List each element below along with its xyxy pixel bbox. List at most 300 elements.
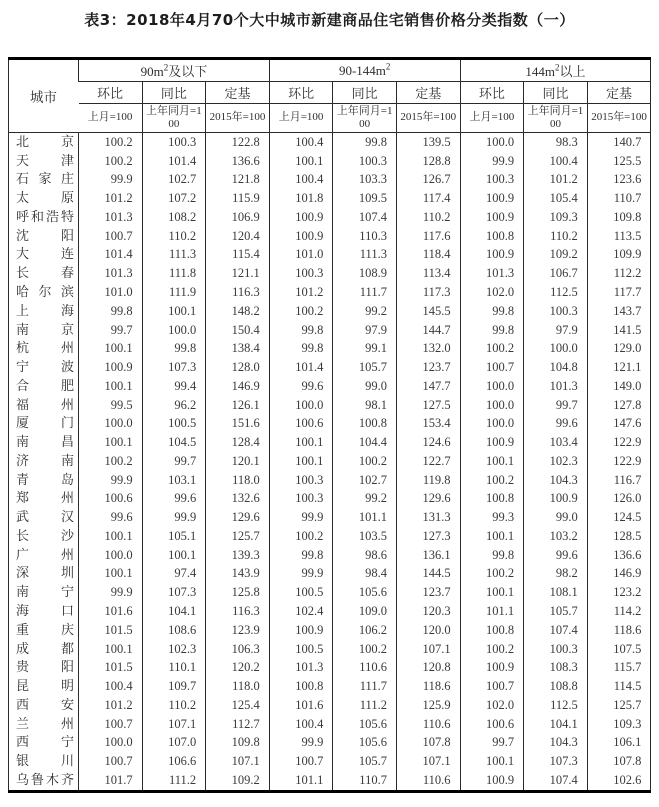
value-cell: 100.0 xyxy=(79,414,143,433)
value-cell: 132.6 xyxy=(206,490,270,509)
table-row xyxy=(9,452,651,471)
value-cell: 101.3 xyxy=(79,208,143,227)
city-name: 沈阳 xyxy=(16,228,74,244)
value-cell: 101.3 xyxy=(524,377,588,396)
value-cell: 99.8 xyxy=(460,302,524,321)
city-cell xyxy=(9,358,79,377)
index-type-header: 环比 xyxy=(79,82,143,104)
city-name: 上海 xyxy=(16,303,74,319)
value-cell: 147.7 xyxy=(396,377,460,396)
table-row xyxy=(9,358,651,377)
value-cell: 128.4 xyxy=(206,433,270,452)
city-name: 广州 xyxy=(16,547,74,563)
value-cell: 99.8 xyxy=(269,546,333,565)
city-name: 银川 xyxy=(16,754,74,770)
value-cell: 100.7 xyxy=(79,227,143,246)
value-cell: 100.0 xyxy=(269,396,333,415)
value-cell: 100.9 xyxy=(460,658,524,677)
value-cell: 100.1 xyxy=(79,433,143,452)
value-cell: 100.2 xyxy=(79,152,143,171)
value-cell: 105.6 xyxy=(333,734,397,753)
value-cell: 148.2 xyxy=(206,302,270,321)
value-cell: 119.8 xyxy=(396,471,460,490)
value-cell: 101.6 xyxy=(269,696,333,715)
value-cell: 123.7 xyxy=(396,358,460,377)
city-cell xyxy=(9,283,79,302)
city-name: 南宁 xyxy=(16,585,74,601)
value-cell: 125.8 xyxy=(206,583,270,602)
table-row xyxy=(9,771,651,791)
value-cell: 123.9 xyxy=(206,621,270,640)
value-cell: 118.6 xyxy=(587,621,651,640)
value-cell: 120.2 xyxy=(206,658,270,677)
value-cell: 101.5 xyxy=(79,621,143,640)
city-cell xyxy=(9,715,79,734)
value-cell: 151.6 xyxy=(206,414,270,433)
table-row xyxy=(9,583,651,602)
value-cell: 100.3 xyxy=(524,640,588,659)
value-cell: 100.2 xyxy=(460,339,524,358)
value-cell: 143.7 xyxy=(587,302,651,321)
base-period-header: 上月=100 xyxy=(269,104,333,133)
value-cell: 101.3 xyxy=(460,264,524,283)
value-cell: 100.0 xyxy=(460,396,524,415)
value-cell: 123.2 xyxy=(587,583,651,602)
value-cell: 100.0 xyxy=(79,546,143,565)
value-cell: 98.3 xyxy=(524,133,588,152)
value-cell: 100.4 xyxy=(269,171,333,190)
value-cell: 102.4 xyxy=(269,602,333,621)
value-cell: 100.0 xyxy=(524,339,588,358)
size-group-header: $90m^2$及以下 xyxy=(79,59,270,82)
value-cell: 99.9 xyxy=(269,508,333,527)
value-cell: 100.9 xyxy=(460,771,524,791)
value-cell: 100.2 xyxy=(79,133,143,152)
value-cell: 129.0 xyxy=(587,339,651,358)
value-cell: 100.8 xyxy=(269,677,333,696)
value-cell: 110.7 xyxy=(333,771,397,791)
city-cell xyxy=(9,527,79,546)
value-cell: 100.5 xyxy=(269,583,333,602)
group-header-row xyxy=(9,59,651,82)
value-cell: 110.7 xyxy=(587,189,651,208)
city-cell xyxy=(9,471,79,490)
value-cell: 104.8 xyxy=(524,358,588,377)
value-cell: 111.7 xyxy=(333,677,397,696)
value-cell: 100.0 xyxy=(460,133,524,152)
value-cell: 108.3 xyxy=(524,658,588,677)
value-cell: 104.3 xyxy=(524,471,588,490)
value-cell: 101.6 xyxy=(79,602,143,621)
value-cell: 100.1 xyxy=(460,452,524,471)
city-name: 贵阳 xyxy=(16,660,74,676)
value-cell: 100.5 xyxy=(269,640,333,659)
value-cell: 101.5 xyxy=(79,658,143,677)
city-cell xyxy=(9,508,79,527)
value-cell: 107.3 xyxy=(142,583,206,602)
city-name: 西宁 xyxy=(16,735,74,751)
city-cell xyxy=(9,208,79,227)
value-cell: 115.7 xyxy=(587,658,651,677)
value-cell: 109.3 xyxy=(524,208,588,227)
city-name: 青岛 xyxy=(16,472,74,488)
value-cell: 99.8 xyxy=(269,339,333,358)
sub-header-row xyxy=(9,82,651,104)
table-row xyxy=(9,565,651,584)
value-cell: 100.1 xyxy=(460,583,524,602)
index-type-header: 同比 xyxy=(333,82,397,104)
value-cell: 105.1 xyxy=(142,527,206,546)
value-cell: 102.7 xyxy=(333,471,397,490)
value-cell: 99.9 xyxy=(79,583,143,602)
value-cell: 141.5 xyxy=(587,321,651,340)
value-cell: 107.1 xyxy=(396,640,460,659)
city-name: 武汉 xyxy=(16,510,74,526)
value-cell: 104.1 xyxy=(142,602,206,621)
city-name: 南昌 xyxy=(16,435,74,451)
city-cell xyxy=(9,490,79,509)
size-group-header: $144m^2$以上 xyxy=(460,59,651,82)
city-name: 西安 xyxy=(16,697,74,713)
value-cell: 113.4 xyxy=(396,264,460,283)
value-cell: 101.0 xyxy=(269,246,333,265)
value-cell: 100.6 xyxy=(79,490,143,509)
value-cell: 99.6 xyxy=(79,508,143,527)
table-row xyxy=(9,696,651,715)
value-cell: 100.2 xyxy=(460,565,524,584)
value-cell: 103.4 xyxy=(524,433,588,452)
base-period-header: 上年同月=100 xyxy=(524,104,588,133)
value-cell: 118.0 xyxy=(206,471,270,490)
value-cell: 99.6 xyxy=(524,546,588,565)
value-cell: 99.0 xyxy=(333,377,397,396)
value-cell: 120.8 xyxy=(396,658,460,677)
size-group-header: $90-144m^2$ xyxy=(269,59,460,82)
table-row xyxy=(9,640,651,659)
value-cell: 117.3 xyxy=(396,283,460,302)
value-cell: 100.2 xyxy=(79,452,143,471)
superscript: 2 xyxy=(385,61,391,72)
value-cell: 107.4 xyxy=(333,208,397,227)
value-cell: 107.1 xyxy=(206,752,270,771)
table-row xyxy=(9,414,651,433)
value-cell: 108.9 xyxy=(333,264,397,283)
value-cell: 102.0 xyxy=(460,283,524,302)
value-cell: 102.3 xyxy=(524,452,588,471)
value-cell: 121.8 xyxy=(206,171,270,190)
city-name: 昆明 xyxy=(16,679,74,695)
value-cell: 111.9 xyxy=(142,283,206,302)
city-cell xyxy=(9,321,79,340)
value-cell: 136.1 xyxy=(396,546,460,565)
value-cell: 99.9 xyxy=(142,508,206,527)
value-cell: 100.0 xyxy=(460,377,524,396)
value-cell: 99.8 xyxy=(79,302,143,321)
value-cell: 110.2 xyxy=(142,696,206,715)
value-cell: 111.8 xyxy=(142,264,206,283)
value-cell: 116.3 xyxy=(206,602,270,621)
city-cell xyxy=(9,658,79,677)
value-cell: 150.4 xyxy=(206,321,270,340)
value-cell: 107.3 xyxy=(142,358,206,377)
value-cell: 117.6 xyxy=(396,227,460,246)
value-cell: 101.3 xyxy=(79,264,143,283)
value-cell: 100.7 xyxy=(79,715,143,734)
value-cell: 105.7 xyxy=(333,752,397,771)
value-cell: 112.7 xyxy=(206,715,270,734)
city-cell xyxy=(9,696,79,715)
base-period-header: 上月=100 xyxy=(79,104,143,133)
city-cell xyxy=(9,377,79,396)
value-cell: 100.9 xyxy=(460,208,524,227)
city-name: 长沙 xyxy=(16,528,74,544)
value-cell: 99.6 xyxy=(524,414,588,433)
value-cell: 100.5 xyxy=(142,414,206,433)
city-name: 海口 xyxy=(16,604,74,620)
value-cell: 136.6 xyxy=(206,152,270,171)
value-cell: 100.7 xyxy=(460,677,524,696)
value-cell: 98.6 xyxy=(333,546,397,565)
value-cell: 100.1 xyxy=(79,565,143,584)
value-cell: 99.9 xyxy=(269,734,333,753)
city-cell xyxy=(9,227,79,246)
table-row xyxy=(9,189,651,208)
value-cell: 100.8 xyxy=(460,490,524,509)
table-row xyxy=(9,715,651,734)
value-cell: 117.7 xyxy=(587,283,651,302)
city-cell xyxy=(9,771,79,791)
value-cell: 107.1 xyxy=(142,715,206,734)
table-row xyxy=(9,602,651,621)
value-cell: 107.8 xyxy=(587,752,651,771)
value-cell: 99.9 xyxy=(79,171,143,190)
value-cell: 139.3 xyxy=(206,546,270,565)
value-cell: 97.4 xyxy=(142,565,206,584)
superscript: 2 xyxy=(163,62,169,73)
city-name: 哈尔滨 xyxy=(16,285,74,300)
value-cell: 100.3 xyxy=(460,171,524,190)
table-row xyxy=(9,208,651,227)
value-cell: 101.8 xyxy=(269,189,333,208)
value-cell: 110.2 xyxy=(142,227,206,246)
table-row xyxy=(9,658,651,677)
city-name: 大连 xyxy=(16,247,74,263)
value-cell: 112.5 xyxy=(524,283,588,302)
value-cell: 100.7 xyxy=(79,752,143,771)
value-cell: 97.9 xyxy=(333,321,397,340)
price-index-table xyxy=(8,57,651,793)
value-cell: 100.1 xyxy=(269,152,333,171)
value-cell: 110.2 xyxy=(524,227,588,246)
value-cell: 103.3 xyxy=(333,171,397,190)
value-cell: 100.1 xyxy=(460,752,524,771)
city-name: 兰州 xyxy=(16,716,74,732)
value-cell: 100.1 xyxy=(79,527,143,546)
value-cell: 100.8 xyxy=(333,414,397,433)
value-cell: 115.9 xyxy=(206,189,270,208)
value-cell: 153.4 xyxy=(396,414,460,433)
value-cell: 100.2 xyxy=(460,471,524,490)
value-cell: 102.7 xyxy=(142,171,206,190)
value-cell: 101.2 xyxy=(79,189,143,208)
value-cell: 97.9 xyxy=(524,321,588,340)
value-cell: 136.6 xyxy=(587,546,651,565)
value-cell: 100.9 xyxy=(79,358,143,377)
value-cell: 99.2 xyxy=(333,490,397,509)
value-cell: 125.4 xyxy=(206,696,270,715)
value-cell: 120.0 xyxy=(396,621,460,640)
value-cell: 144.7 xyxy=(396,321,460,340)
value-cell: 100.1 xyxy=(460,527,524,546)
value-cell: 127.5 xyxy=(396,396,460,415)
table-row xyxy=(9,302,651,321)
value-cell: 100.9 xyxy=(269,208,333,227)
value-cell: 100.8 xyxy=(460,621,524,640)
table-row xyxy=(9,734,651,753)
value-cell: 104.3 xyxy=(524,734,588,753)
city-name: 南京 xyxy=(16,322,74,338)
value-cell: 107.8 xyxy=(396,734,460,753)
city-cell xyxy=(9,565,79,584)
index-type-header: 同比 xyxy=(142,82,206,104)
city-cell xyxy=(9,734,79,753)
value-cell: 114.2 xyxy=(587,602,651,621)
value-cell: 107.0 xyxy=(142,734,206,753)
value-cell: 109.9 xyxy=(587,246,651,265)
base-period-header: 上年同月=100 xyxy=(333,104,397,133)
value-cell: 122.9 xyxy=(587,433,651,452)
value-cell: 129.6 xyxy=(206,508,270,527)
value-cell: 100.2 xyxy=(333,452,397,471)
table-title: 表3：2018年4月70个大中城市新建商品住宅销售价格分类指数（一） xyxy=(84,11,575,29)
value-cell: 128.0 xyxy=(206,358,270,377)
base-period-header: 2015年=100 xyxy=(206,104,270,133)
city-cell xyxy=(9,396,79,415)
table-row xyxy=(9,508,651,527)
value-cell: 109.0 xyxy=(333,602,397,621)
value-cell: 101.2 xyxy=(269,283,333,302)
value-cell: 140.7 xyxy=(587,133,651,152)
value-cell: 100.9 xyxy=(269,621,333,640)
value-cell: 100.1 xyxy=(79,339,143,358)
value-cell: 100.4 xyxy=(79,677,143,696)
value-cell: 107.5 xyxy=(587,640,651,659)
value-cell: 146.9 xyxy=(206,377,270,396)
value-cell: 123.7 xyxy=(396,583,460,602)
value-cell: 120.3 xyxy=(396,602,460,621)
value-cell: 100.1 xyxy=(79,377,143,396)
base-header-row xyxy=(9,104,651,133)
city-cell xyxy=(9,752,79,771)
value-cell: 100.9 xyxy=(460,246,524,265)
city-name: 深圳 xyxy=(16,566,74,582)
value-cell: 98.2 xyxy=(524,565,588,584)
value-cell: 114.5 xyxy=(587,677,651,696)
value-cell: 100.2 xyxy=(333,640,397,659)
base-period-header: 上月=100 xyxy=(460,104,524,133)
table-row xyxy=(9,227,651,246)
value-cell: 105.7 xyxy=(333,358,397,377)
value-cell: 120.1 xyxy=(206,452,270,471)
base-period-header: 2015年=100 xyxy=(587,104,651,133)
value-cell: 138.4 xyxy=(206,339,270,358)
value-cell: 111.2 xyxy=(142,771,206,791)
city-cell xyxy=(9,264,79,283)
city-name: 杭州 xyxy=(16,341,74,357)
value-cell: 125.7 xyxy=(587,696,651,715)
value-cell: 117.4 xyxy=(396,189,460,208)
value-cell: 106.7 xyxy=(524,264,588,283)
table-row xyxy=(9,377,651,396)
value-cell: 99.8 xyxy=(269,321,333,340)
value-cell: 101.3 xyxy=(269,658,333,677)
value-cell: 146.9 xyxy=(587,565,651,584)
value-cell: 99.9 xyxy=(79,471,143,490)
value-cell: 100.6 xyxy=(269,414,333,433)
value-cell: 105.7 xyxy=(524,602,588,621)
table-row xyxy=(9,527,651,546)
value-cell: 100.8 xyxy=(460,227,524,246)
value-cell: 105.6 xyxy=(333,715,397,734)
value-cell: 101.7 xyxy=(79,771,143,791)
value-cell: 100.0 xyxy=(142,321,206,340)
value-cell: 100.9 xyxy=(524,490,588,509)
value-cell: 128.8 xyxy=(396,152,460,171)
value-cell: 145.5 xyxy=(396,302,460,321)
value-cell: 111.2 xyxy=(333,696,397,715)
value-cell: 99.7 xyxy=(524,396,588,415)
value-cell: 100.0 xyxy=(79,734,143,753)
value-cell: 100.7 xyxy=(269,752,333,771)
value-cell: 99.9 xyxy=(269,565,333,584)
value-cell: 110.3 xyxy=(333,227,397,246)
value-cell: 118.0 xyxy=(206,677,270,696)
value-cell: 111.7 xyxy=(333,283,397,302)
city-cell xyxy=(9,414,79,433)
city-name: 厦门 xyxy=(16,416,74,432)
index-type-header: 同比 xyxy=(524,82,588,104)
value-cell: 105.6 xyxy=(333,583,397,602)
city-cell xyxy=(9,546,79,565)
city-name: 天津 xyxy=(16,153,74,169)
city-cell xyxy=(9,133,79,152)
value-cell: 100.3 xyxy=(269,490,333,509)
value-cell: 107.3 xyxy=(524,752,588,771)
value-cell: 109.5 xyxy=(333,189,397,208)
value-cell: 99.5 xyxy=(79,396,143,415)
value-cell: 121.1 xyxy=(206,264,270,283)
value-cell: 99.8 xyxy=(142,339,206,358)
value-cell: 100.4 xyxy=(269,133,333,152)
value-cell: 105.4 xyxy=(524,189,588,208)
value-cell: 109.8 xyxy=(587,208,651,227)
city-name: 石家庄 xyxy=(16,172,74,188)
city-cell xyxy=(9,583,79,602)
value-cell: 100.1 xyxy=(269,433,333,452)
base-period-header: 2015年=100 xyxy=(396,104,460,133)
city-name: 合肥 xyxy=(16,378,74,394)
value-cell: 100.2 xyxy=(269,527,333,546)
value-cell: 147.6 xyxy=(587,414,651,433)
value-cell: 128.5 xyxy=(587,527,651,546)
value-cell: 116.3 xyxy=(206,283,270,302)
value-cell: 111.3 xyxy=(333,246,397,265)
value-cell: 149.0 xyxy=(587,377,651,396)
value-cell: 108.2 xyxy=(142,208,206,227)
value-cell: 127.8 xyxy=(587,396,651,415)
value-cell: 103.5 xyxy=(333,527,397,546)
value-cell: 127.3 xyxy=(396,527,460,546)
